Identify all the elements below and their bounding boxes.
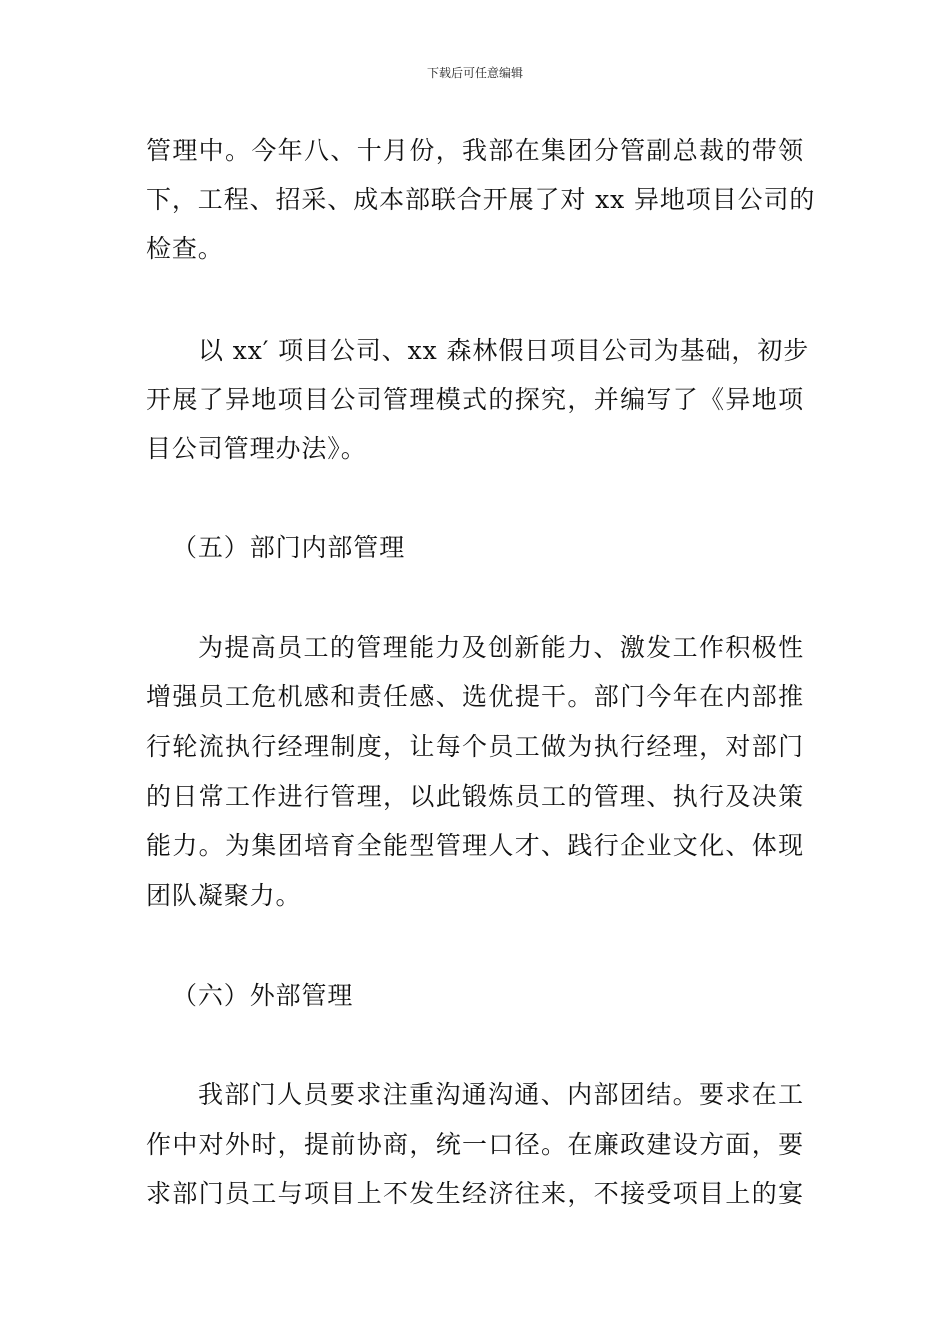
page-header: 下载后可任意编辑 bbox=[426, 66, 523, 80]
text-line: 下，工程、招采、成本部联合开展了对 xx 异地项目公司的 bbox=[146, 185, 816, 214]
text-line: 作中对外时，提前协商，统一口径。在廉政建设方面，要 bbox=[146, 1130, 804, 1159]
text-line: 开展了异地项目公司管理模式的探究，并编写了《异地项 bbox=[146, 385, 804, 414]
text-line: 为提高员工的管理能力及创新能力、激发工作积极性 bbox=[198, 633, 804, 662]
text-line: 管理中。今年八、十月份，我部在集团分管副总裁的带领 bbox=[146, 136, 804, 165]
text-line: 以 xx′ 项目公司、xx 森林假日项目公司为基础，初步 bbox=[198, 336, 810, 365]
text-line: 我部门人员要求注重沟通沟通、内部团结。要求在工 bbox=[198, 1080, 804, 1109]
text-line: 求部门员工与项目上不发生经济往来，不接受项目上的宴 bbox=[146, 1179, 804, 1208]
text-line: 能力。为集团培育全能型管理人才、践行企业文化、体现 bbox=[146, 831, 804, 860]
text-line: 检查。 bbox=[146, 234, 224, 263]
section-heading-external-management: （六）外部管理 bbox=[172, 981, 354, 1010]
section-heading-internal-management: （五）部门内部管理 bbox=[172, 533, 406, 562]
text-line: 行轮流执行经理制度，让每个员工做为执行经理，对部门 bbox=[146, 732, 804, 761]
text-line: 团队凝聚力。 bbox=[146, 881, 302, 910]
text-line: 的日常工作进行管理，以此锻炼员工的管理、执行及决策 bbox=[146, 782, 804, 811]
text-line: 增强员工危机感和责任感、选优提干。部门今年在内部推 bbox=[146, 682, 804, 711]
text-line: 目公司管理办法》。 bbox=[146, 434, 367, 463]
